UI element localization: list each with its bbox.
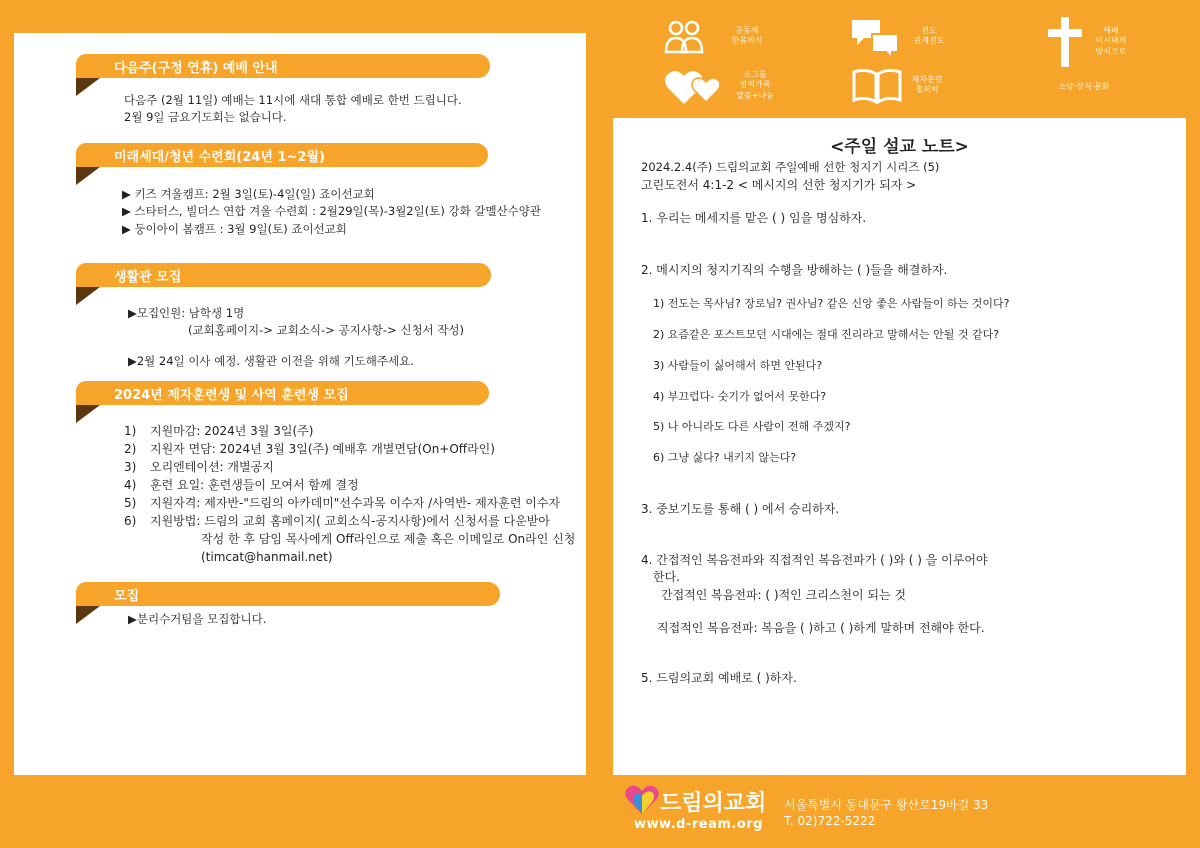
section-title: 생활관 모집 <box>114 270 182 285</box>
section-title: 미래세대/청년 수련회(24년 1~2월) <box>114 150 325 165</box>
left-panel <box>14 33 586 775</box>
cross-icon <box>1046 17 1084 71</box>
question-3: 3. 중보기도를 통해 ( ) 에서 승리하자. <box>641 502 840 516</box>
list-item: ▶ 둥이아이 봄캠프 : 3월 9일(토) 죠이선교회 <box>122 221 347 236</box>
question-1: 1. 우리는 메세지를 맡은 ( ) 임을 명심하자. <box>641 211 867 225</box>
question-4-indirect: 간접적인 복음전파: ( )적인 크리스천이 되는 것 <box>661 588 906 602</box>
notice-line: 2월 9일 금요기도회는 없습니다. <box>124 109 287 124</box>
dormitory-recruit: ▶모집인원: 남학생 1명 <box>128 306 245 320</box>
icon-caption-smallgroup: 소그룹 영적가족 말씀+나눔 <box>736 70 774 100</box>
icon-caption-culture: 소양·상식·문화 <box>1058 82 1110 91</box>
question-2-sub: 2) 요즘같은 포스트모던 시대에는 절대 진리라고 말해서는 안될 것 같다? <box>653 328 1000 341</box>
speech-bubbles-icon <box>850 18 900 62</box>
section-header-discipleship <box>84 381 489 405</box>
list-item: 5) 지원자격: 제자반-"드림의 아카데미"선수과목 이수자 /사역반- 제자훈련 이수자 <box>124 496 561 510</box>
question-4-direct: 직접적인 복음전파: 복음을 ( )하고 ( )하게 말하며 전해야 한다. <box>657 621 985 635</box>
list-item: ▶ 키즈 겨울캠프: 2월 3일(토)-4일(일) 죠이선교회 <box>122 187 375 201</box>
dormitory-move-notice: ▶2월 24일 이사 예정. 생활관 이전을 위해 기도해주세요. <box>128 354 414 368</box>
icon-caption-discipleship: 제자훈련 철저히 <box>911 75 943 95</box>
list-item: 2) 지원자 면담: 2024년 3월 3일(주) 예배후 개별면담(On+Off라인) <box>124 442 495 456</box>
church-logo <box>624 784 660 820</box>
people-icon <box>664 18 704 58</box>
icon-caption-evangelism: 전도 관계전도 <box>913 26 945 46</box>
list-item: 4) 훈련 요일: 훈련생들이 모여서 함께 결정 <box>124 478 359 492</box>
next-week-notice <box>124 92 462 125</box>
sermon-notes-panel <box>613 118 1186 775</box>
book-icon <box>852 68 902 108</box>
dormitory-apply-path: (교회홈페이지-> 교회소식-> 공지사항-> 신청서 작성) <box>188 323 465 337</box>
sermon-passage: 고린도전서 4:1-2 < 메시지의 선한 청지기가 되자 > <box>641 178 917 192</box>
recycling-team-notice: ▶분리수거팀을 모집합니다. <box>128 612 267 626</box>
section-header-recruit <box>84 582 500 606</box>
hearts-icon <box>664 68 724 110</box>
list-item-continuation: 작성 한 후 담임 목사에게 Off라인으로 제출 혹은 이메일로 On라인 신청 <box>201 532 576 546</box>
section-title: 2024년 제자훈련생 및 사역 훈련생 모집 <box>114 388 349 403</box>
list-item: ▶ 스타터스, 빌더스 연합 겨울 수련회 : 2월29일(목)-3월2일(토) 강화 갈멜산수양관 <box>122 204 542 219</box>
question-5: 5. 드림의교회 예배로 ( )하자. <box>641 671 797 685</box>
section-header-next-week <box>84 54 490 78</box>
section-header-retreat <box>84 143 488 167</box>
section-title: 모집 <box>114 589 140 604</box>
retreat-list <box>122 186 541 238</box>
icon-caption-worship: 예배 이시대의 방식으로 <box>1095 26 1127 56</box>
icon-caption-community: 공동체 한몸의식 <box>731 26 763 46</box>
question-2-sub: 3) 사람들이 싫어해서 하면 안된다? <box>653 359 823 372</box>
list-item: 1) 지원마감: 2024년 3월 3일(주) <box>124 424 314 438</box>
section-title: 다음주(구정 연휴) 예배 안내 <box>114 61 278 76</box>
sermon-notes-title: <주일 설교 노트> <box>830 137 969 157</box>
sermon-meta: 2024.2.4(주) 드림의교회 주일예배 선한 청지기 시리즈 (5) <box>641 160 940 174</box>
question-4: 4. 간접적인 복음전파와 직접적인 복음전파가 ( )와 ( ) 을 이루어야 <box>641 553 988 567</box>
discipleship-list <box>124 422 575 566</box>
question-4-cont: 한다. <box>653 570 680 584</box>
question-2-sub: 4) 부끄럽다- 숫기가 없어서 못한다? <box>653 390 827 403</box>
church-website[interactable]: www.d-ream.org <box>634 817 763 832</box>
email-address[interactable]: (timcat@hanmail.net) <box>201 550 333 564</box>
question-2: 2. 메시지의 청지기직의 수행을 방해하는 ( )들을 해결하자. <box>641 263 948 277</box>
list-item: 6) 지원방법: 드림의 교회 홈페이지( 교회소식-공지사항)에서 신청서를 다운받아 <box>124 514 550 528</box>
question-2-sub: 6) 그냥 싫다? 내키지 않는다? <box>653 451 797 464</box>
notice-line: 다음주 (2월 11일) 예배는 11시에 새대 통합 예배로 한번 드립니다. <box>124 93 462 107</box>
church-name: 드림의교회 <box>660 791 767 816</box>
section-header-dormitory <box>84 263 491 287</box>
list-item: 3) 오리엔테이션: 개별공지 <box>124 460 274 474</box>
church-address: 서울특별시 동대문구 왕산로19바길 33 <box>784 798 989 812</box>
question-2-sub: 5) 나 아니라도 다른 사람이 전해 주겠지? <box>653 420 851 433</box>
question-2-sub: 1) 전도는 목사님? 장로님? 권사님? 같은 신앙 좋은 사람들이 하는 것이다? <box>653 297 1010 310</box>
church-phone: T. 02)722-5222 <box>784 814 876 828</box>
